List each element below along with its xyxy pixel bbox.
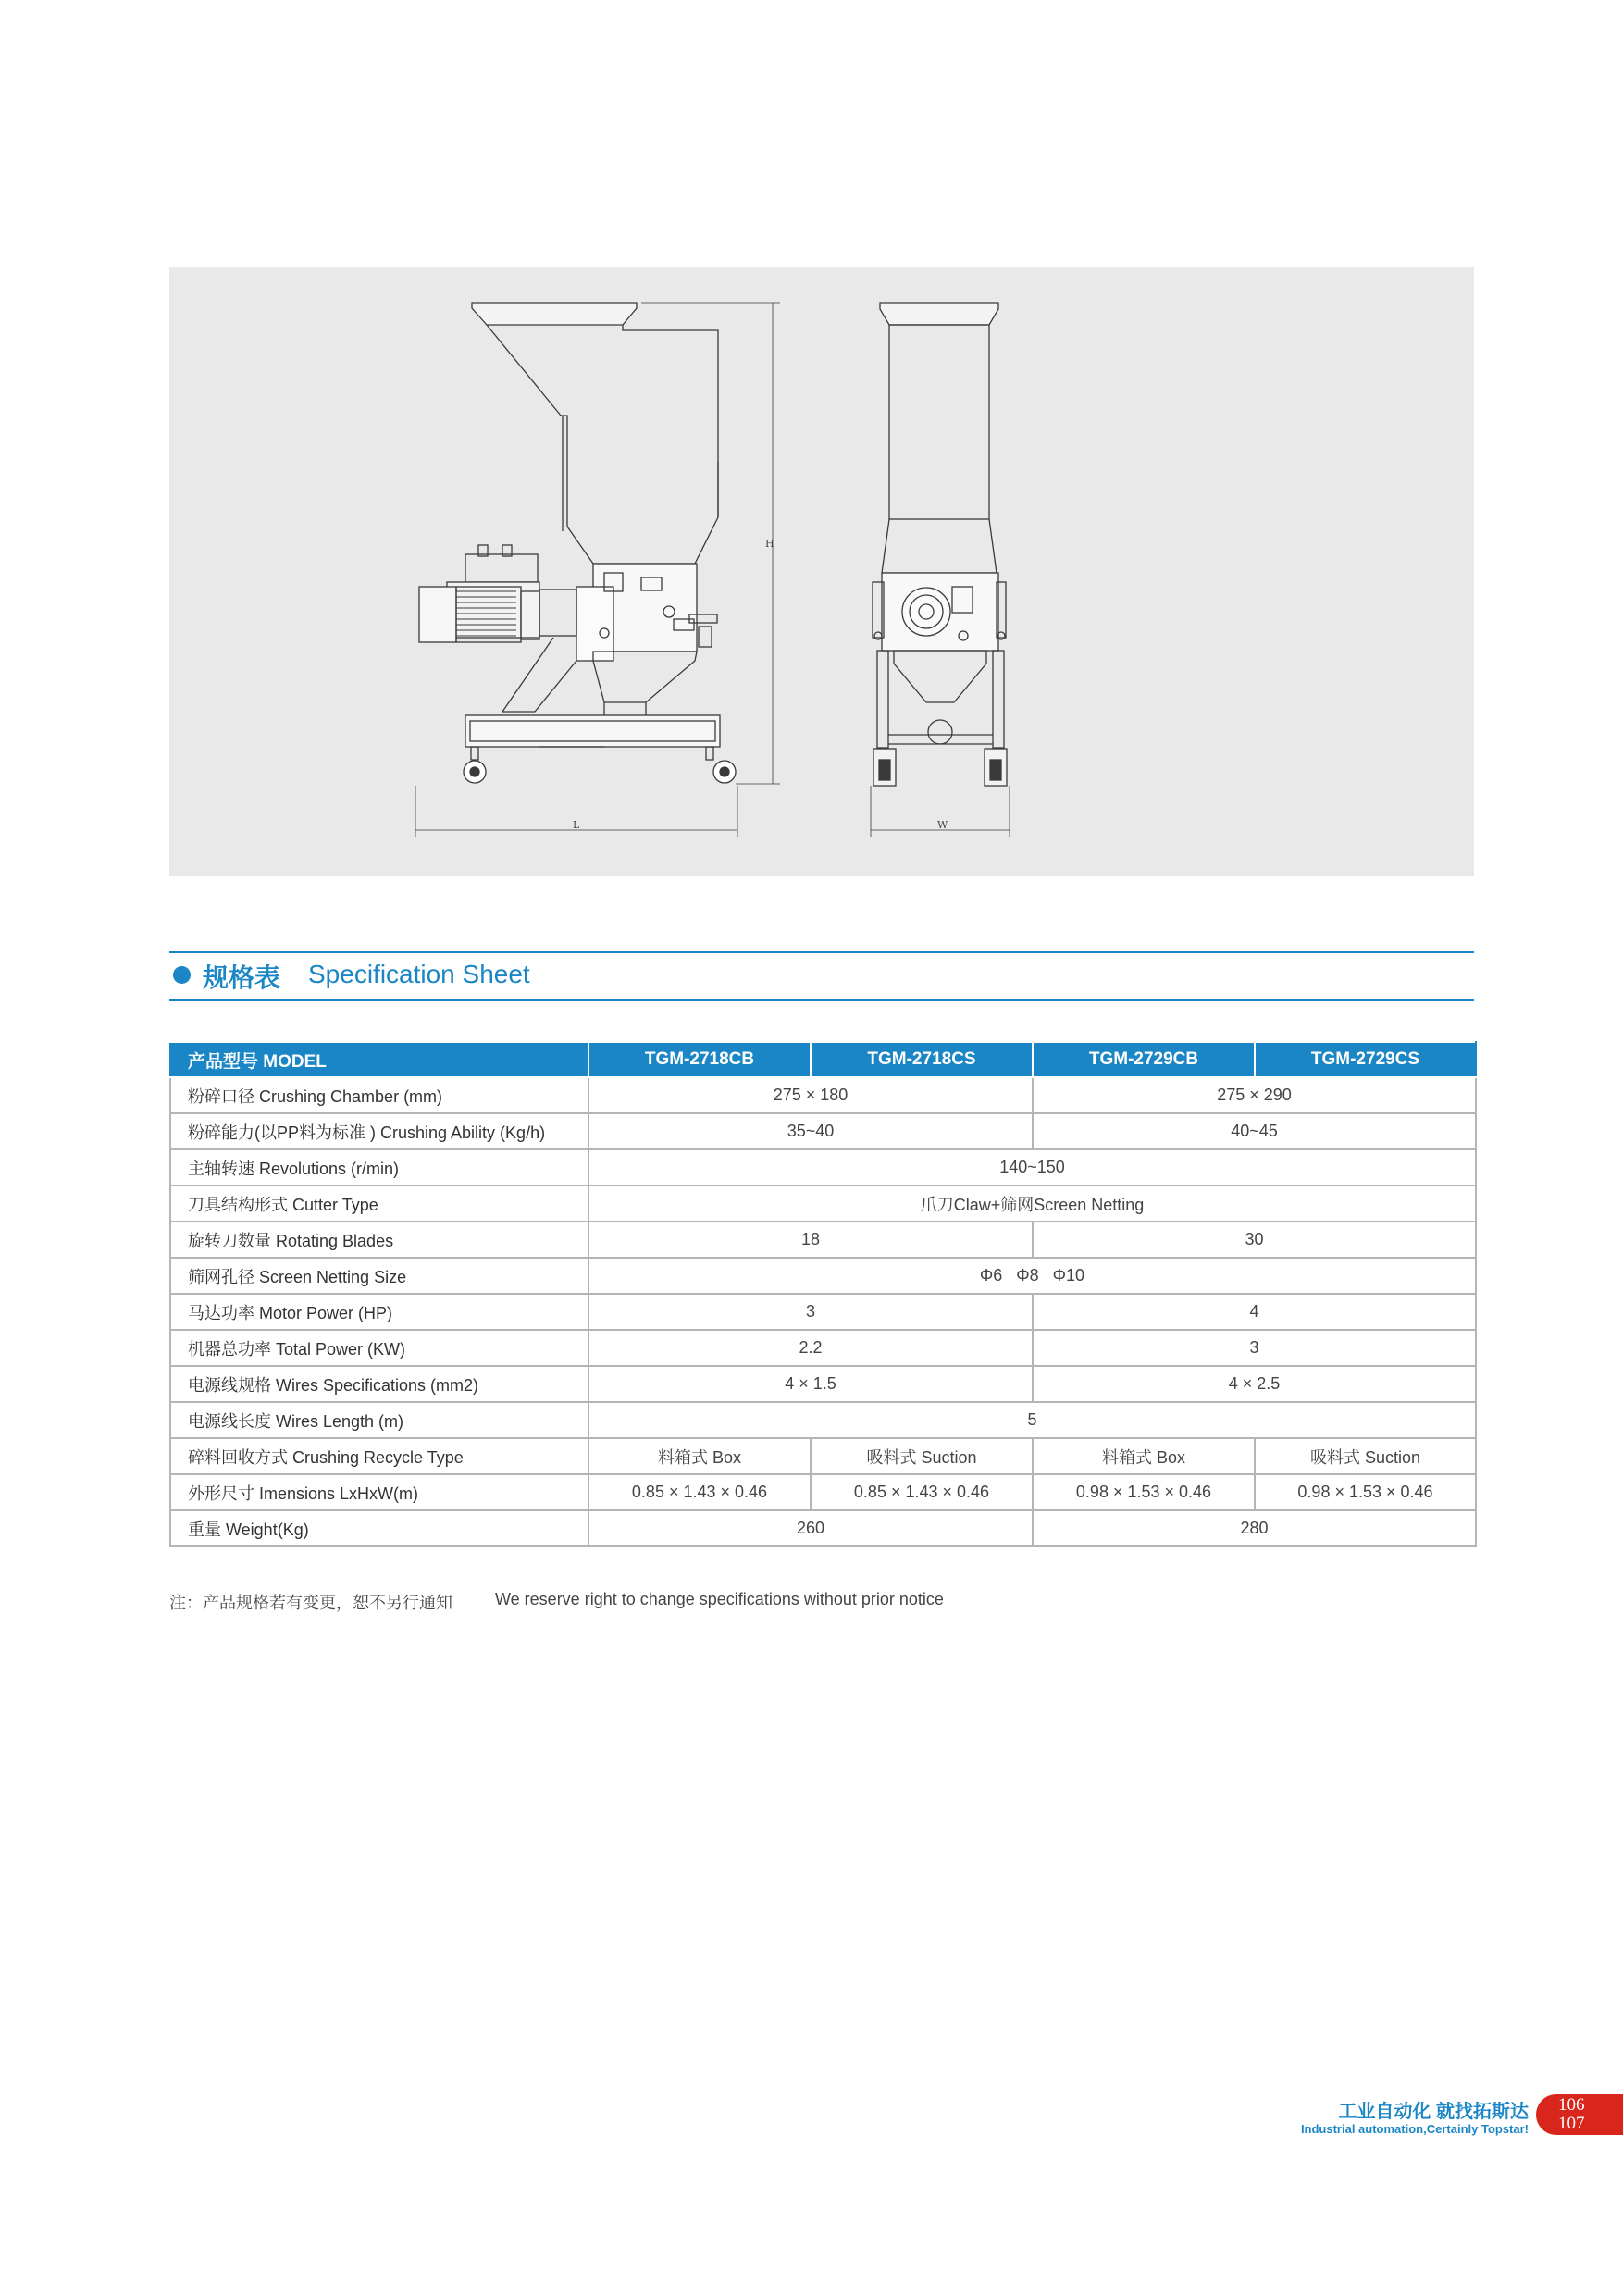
header-top-rule — [169, 951, 1474, 953]
row-label: 外形尺寸 Imensions LxHxW(m) — [170, 1474, 588, 1510]
side-view-drawing — [415, 303, 780, 837]
page-footer — [1253, 2094, 1623, 2142]
table-row — [170, 1438, 1476, 1474]
cell-value: 275 × 180 — [588, 1077, 1033, 1113]
header-model-1: TGM-2718CB — [588, 1042, 811, 1077]
table-row — [170, 1258, 1476, 1294]
row-label: 粉碎能力(以PP料为标准 ) Crushing Ability (Kg/h) — [170, 1113, 588, 1149]
table-row — [170, 1366, 1476, 1402]
cell-value: 4 × 2.5 — [1033, 1366, 1476, 1402]
note-cn: 注：产品规格若有变更，恕不另行通知 — [169, 1594, 452, 1612]
row-label: 电源线规格 Wires Specifications (mm2) — [170, 1366, 588, 1402]
header-model-2: TGM-2718CS — [811, 1042, 1033, 1077]
cell-value: 吸料式 Suction — [811, 1438, 1033, 1474]
row-label: 主轴转速 Revolutions (r/min) — [170, 1149, 588, 1185]
table-header-row — [170, 1042, 1476, 1077]
length-dimension-label: L — [573, 819, 580, 831]
row-label: 碎料回收方式 Crushing Recycle Type — [170, 1438, 588, 1474]
cell-value: 0.85 × 1.43 × 0.46 — [588, 1474, 811, 1510]
cell-value: 2.2 — [588, 1330, 1033, 1366]
header-model-3: TGM-2729CB — [1033, 1042, 1255, 1077]
note-en: We reserve right to change specifications without prior notice — [495, 1590, 944, 1608]
row-label: 电源线长度 Wires Length (m) — [170, 1402, 588, 1438]
row-label: 旋转刀数量 Rotating Blades — [170, 1222, 588, 1258]
page-number-badge — [1536, 2094, 1623, 2135]
cell-value: 35~40 — [588, 1113, 1033, 1149]
row-label: 粉碎口径 Crushing Chamber (mm) — [170, 1077, 588, 1113]
table-row — [170, 1294, 1476, 1330]
bullet-dot-icon — [173, 966, 191, 984]
specification-table — [169, 1041, 1477, 1547]
cell-value: 40~45 — [1033, 1113, 1476, 1149]
page-number-right: 107 — [1558, 2114, 1585, 2133]
cell-value: 吸料式 Suction — [1255, 1438, 1476, 1474]
cell-value: 3 — [1033, 1330, 1476, 1366]
cell-value: 4 — [1033, 1294, 1476, 1330]
machine-drawing-panel — [169, 267, 1474, 876]
cell-value: 30 — [1033, 1222, 1476, 1258]
table-row — [170, 1113, 1476, 1149]
height-dimension-label: H — [765, 538, 774, 550]
machine-line-drawing — [169, 267, 1474, 876]
table-row — [170, 1402, 1476, 1438]
width-dimension-label: W — [937, 819, 948, 831]
page-number-left: 106 — [1558, 2095, 1585, 2115]
section-title-en: Specification Sheet — [308, 960, 530, 988]
spec-change-note — [169, 1590, 944, 1614]
header-bottom-rule — [169, 999, 1474, 1001]
cell-value: 260 — [588, 1510, 1033, 1546]
cell-value: 5 — [588, 1402, 1476, 1438]
table-row — [170, 1474, 1476, 1510]
cell-value: 275 × 290 — [1033, 1077, 1476, 1113]
row-label: 筛网孔径 Screen Netting Size — [170, 1258, 588, 1294]
cell-value: 4 × 1.5 — [588, 1366, 1033, 1402]
row-label: 刀具结构形式 Cutter Type — [170, 1185, 588, 1222]
table-row — [170, 1330, 1476, 1366]
cell-value: 料箱式 Box — [588, 1438, 811, 1474]
header-model-4: TGM-2729CS — [1255, 1042, 1476, 1077]
cell-value: 料箱式 Box — [1033, 1438, 1255, 1474]
footer-slogan-cn: 工业自动化 就找拓斯达 — [1338, 2102, 1529, 2122]
cell-value: 0.85 × 1.43 × 0.46 — [811, 1474, 1033, 1510]
table-row — [170, 1222, 1476, 1258]
cell-value: 3 — [588, 1294, 1033, 1330]
footer-slogan-en: Industrial automation,Certainly Topstar! — [1300, 2122, 1529, 2136]
section-title-cn: 规格表 — [203, 963, 281, 992]
header-model-label: 产品型号 MODEL — [170, 1042, 588, 1077]
cell-value: 140~150 — [588, 1149, 1476, 1185]
table-row — [170, 1077, 1476, 1113]
spec-sheet-header — [169, 949, 1474, 1000]
cell-value: 0.98 × 1.53 × 0.46 — [1033, 1474, 1255, 1510]
cell-value: 0.98 × 1.53 × 0.46 — [1255, 1474, 1476, 1510]
cell-value: 18 — [588, 1222, 1033, 1258]
row-label: 马达功率 Motor Power (HP) — [170, 1294, 588, 1330]
table-row — [170, 1185, 1476, 1222]
cell-value: 280 — [1033, 1510, 1476, 1546]
row-label: 机器总功率 Total Power (KW) — [170, 1330, 588, 1366]
cell-value: Φ6 Φ8 Φ10 — [588, 1258, 1476, 1294]
table-row — [170, 1510, 1476, 1546]
table-row — [170, 1149, 1476, 1185]
front-view-drawing — [871, 303, 1010, 837]
cell-value: 爪刀Claw+筛网Screen Netting — [588, 1185, 1476, 1222]
row-label: 重量 Weight(Kg) — [170, 1510, 588, 1546]
